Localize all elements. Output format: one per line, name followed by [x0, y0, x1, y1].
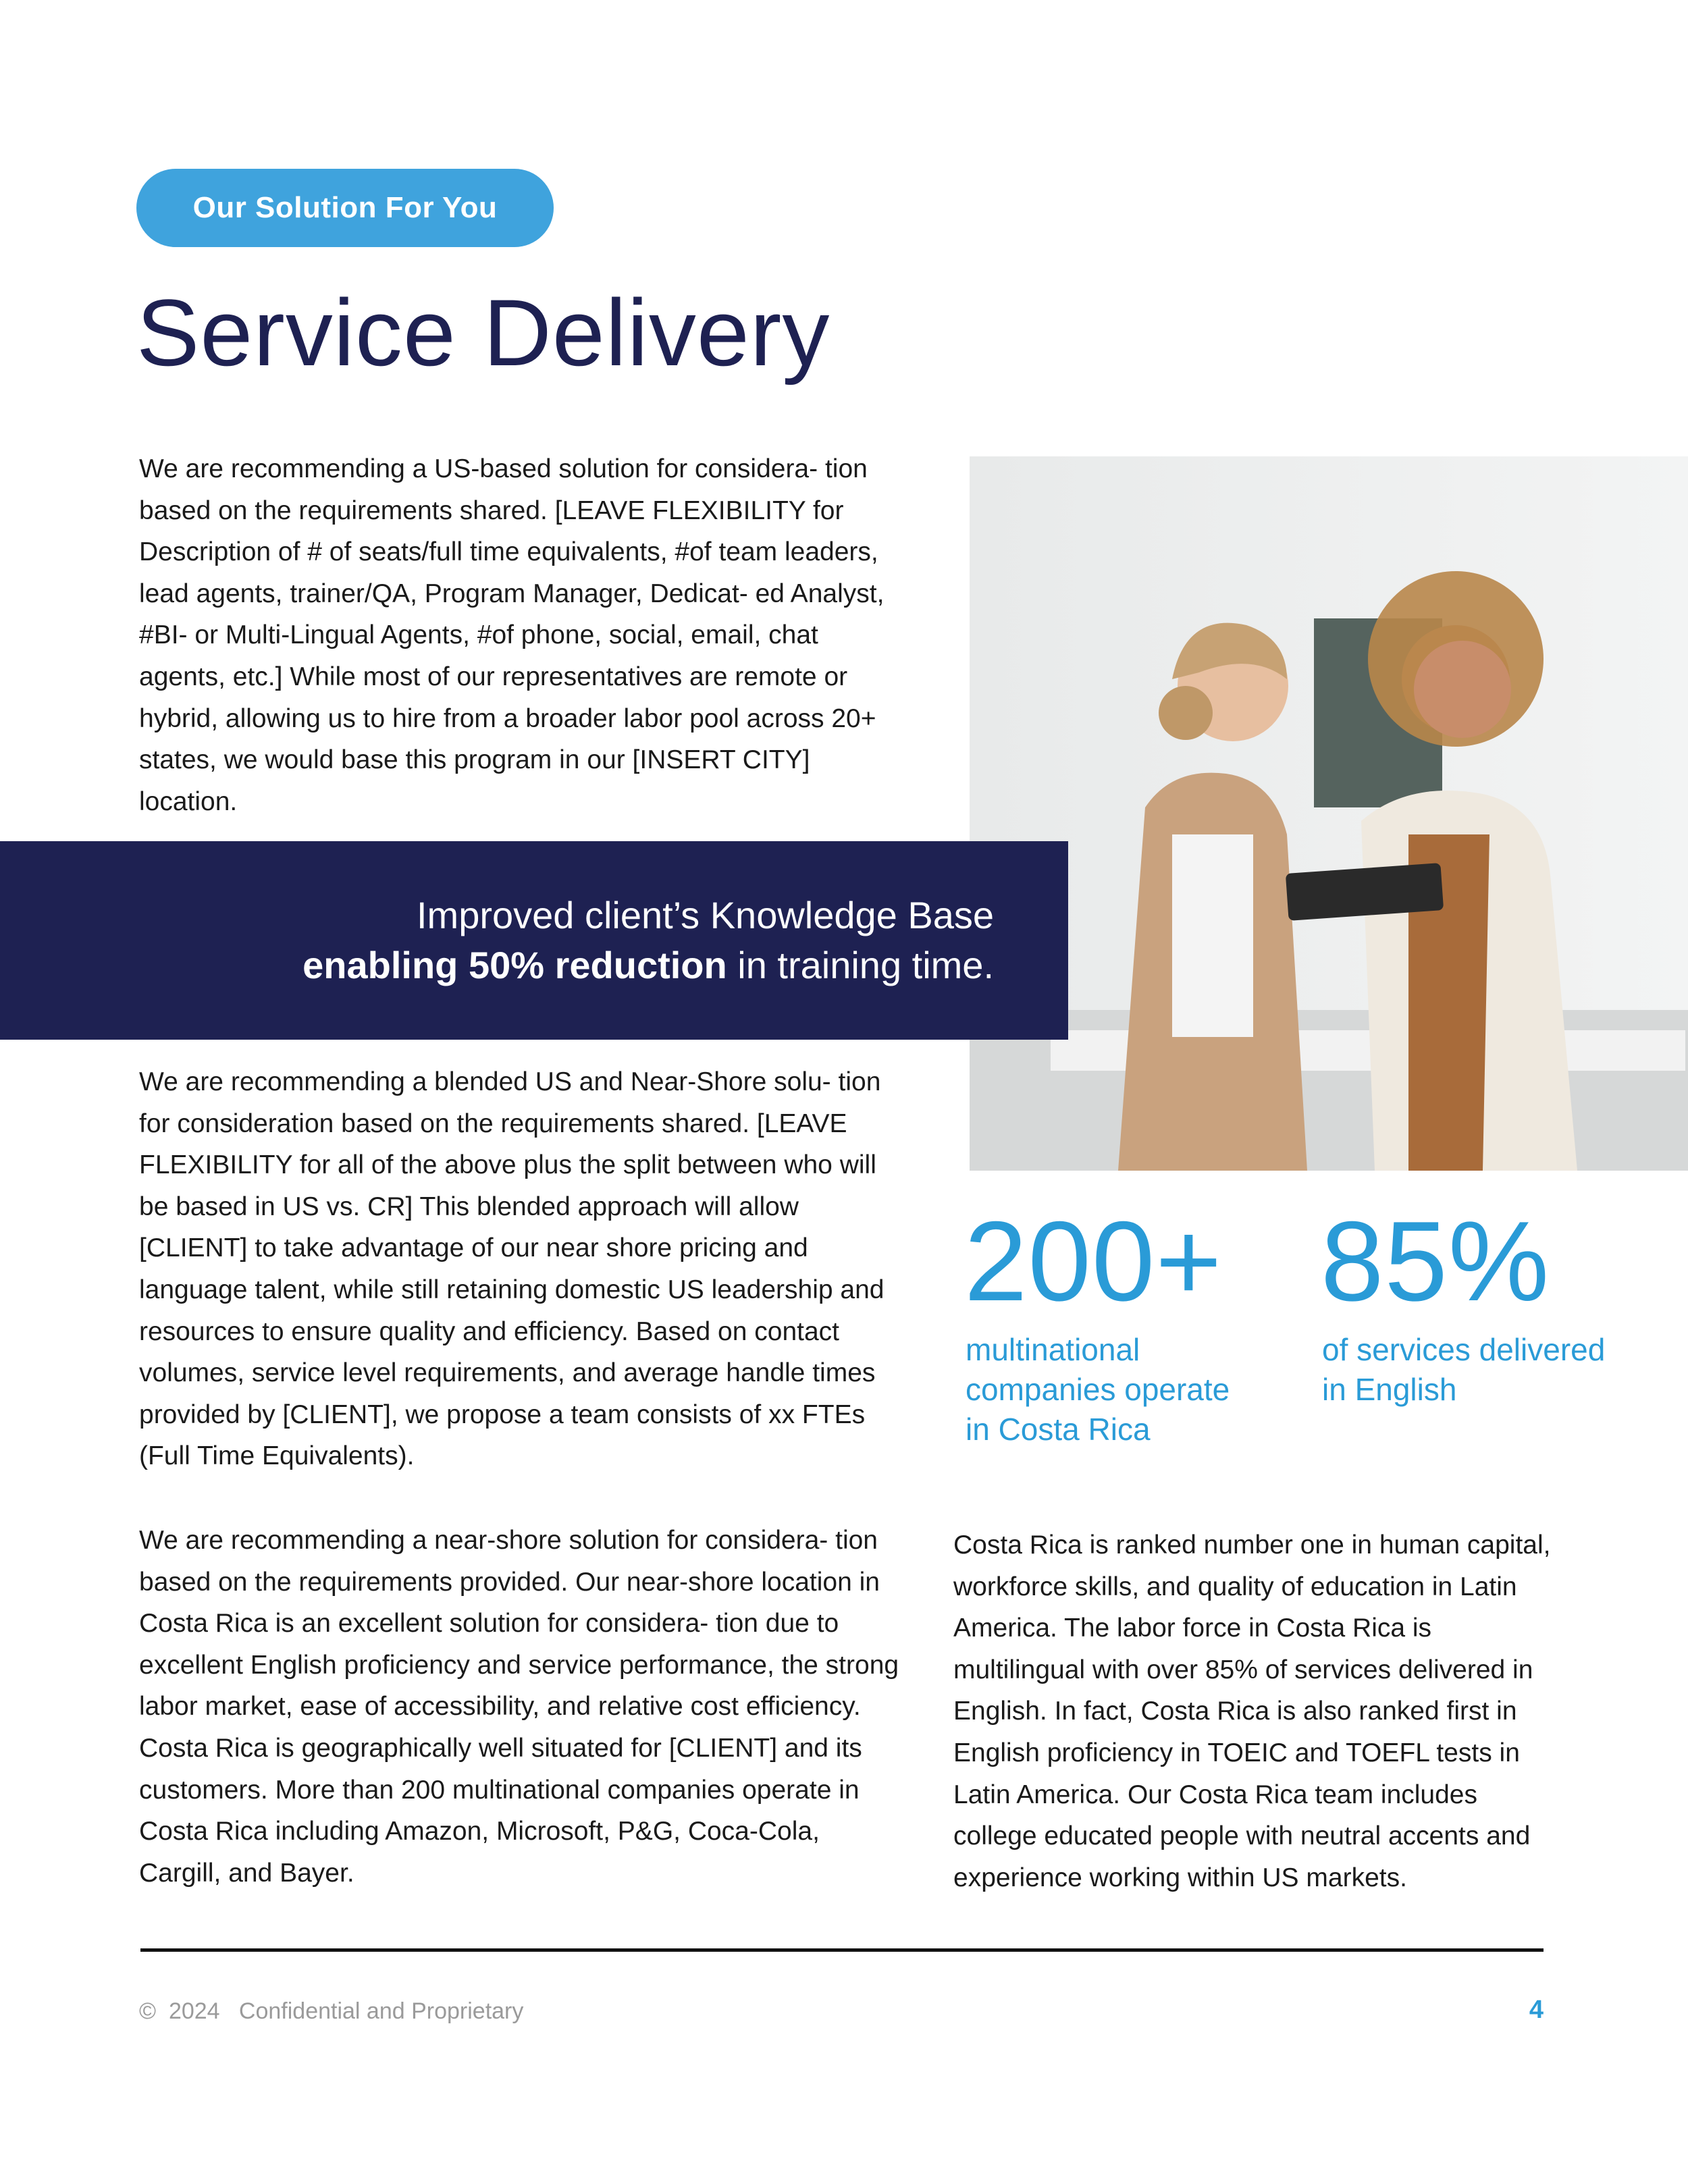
- stat-english-label: of services delivered in English: [1322, 1332, 1606, 1407]
- callout-line-2: [302, 940, 994, 990]
- paragraph-near-shore-solution: We are recommending a near-shore solution for considera- tion based on the requirements provided. Our near-shore location in Costa Rica is an excellent solution for considera- tion due to excellent English proficiency and service performance, the strong labor market, ease of accessibility, and relative cost efficiency. Costa Rica is geographically well situated for [CLIENT] and its customers. More than 200 multinational companies operate in Costa Rica including Amazon, Microsoft, P&G, Coca-Cola, Cargill, and Bayer.: [139, 1526, 899, 1888]
- hero-photo-two-colleagues: [970, 456, 1688, 1171]
- paragraph-us-solution: We are recommending a US-based solution for considera- tion based on the requirements shared. [LEAVE FLEXIBILITY for Description of # of seats/full time equivalents, #of team leaders, lead agents, trainer/QA, Program Manager, Dedicat- ed Analyst, #BI- or Multi-Lingual Agents, #of phone, social, email, chat agents, etc.] While most of our representatives are remote or hybrid, allowing us to hire from a broader labor pool across 20+ states, we would base this program in our [INSERT CITY] location.: [139, 454, 885, 816]
- paragraph-blended-solution: We are recommending a blended US and Near-Shore solu- tion for consideration based on the requirements shared. [LEAVE FLEXIBILITY for all of the above plus the split between who will be based in US vs. CR] This blended approach will allow [CLIENT] to take advantage of our near shore pricing and language talent, while still retaining domestic US leadership and resources to ensure quality and efficiency. Based on contact volumes, service level requirements, and average handle times provided by [CLIENT], we propose a team consists of xx FTEs (Full Time Equivalents).: [139, 1067, 885, 1471]
- footer-copyright: © 2024 Confidential and Proprietary: [139, 1998, 524, 2024]
- page-title: Service Delivery: [136, 279, 830, 385]
- stat-english-value: 85%: [1321, 1198, 1550, 1325]
- page-number: 4: [1529, 1996, 1544, 2024]
- callout-banner: [0, 841, 1068, 1040]
- paragraph-costa-rica: Costa Rica is ranked number one in human capital, workforce skills, and quality of education in Latin America. The labor force in Costa Rica is multilingual with over 85% of services delivered in English. In fact, Costa Rica is also ranked first in English proficiency in TOEIC and TOEFL tests in Latin America. Our Costa Rica team includes college educated people with neutral accents and experience working within US markets.: [953, 1530, 1551, 1892]
- stat-companies-label: multinational companies operate in Costa Rica: [966, 1332, 1230, 1447]
- photo-illustration: [970, 456, 1688, 1171]
- stat-companies-value: 200+: [964, 1198, 1223, 1325]
- callout-line-1: Improved client’s Knowledge Base: [416, 894, 994, 936]
- footer-divider: [140, 1948, 1544, 1952]
- section-tag: Our Solution For You: [136, 169, 554, 247]
- callout-highlight: enabling 50% reduction: [302, 944, 727, 986]
- callout-line-2-rest: in training time.: [727, 944, 994, 986]
